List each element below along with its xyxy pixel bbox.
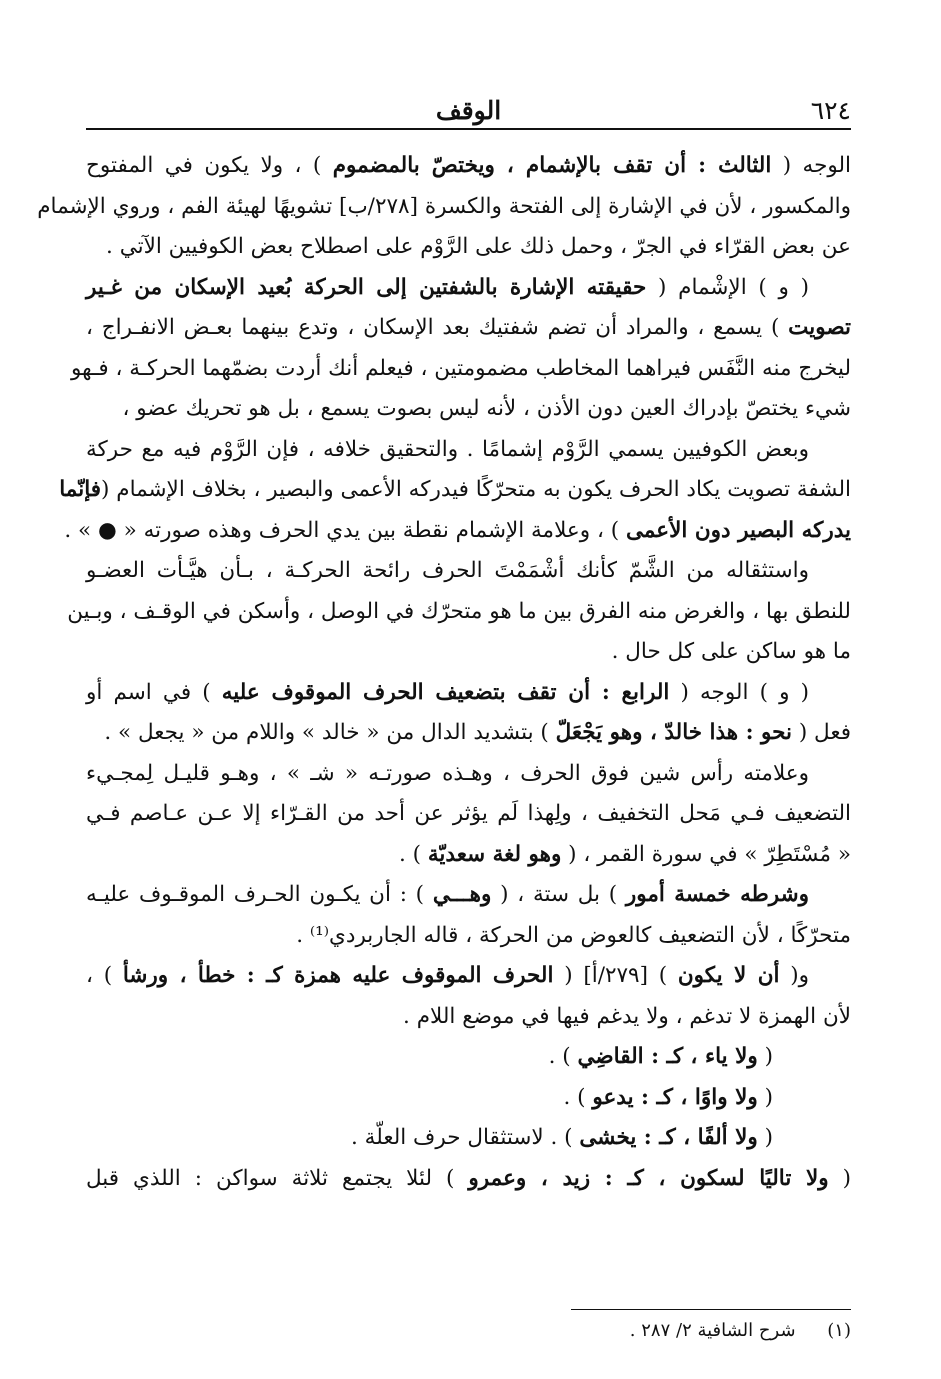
text-line (64, 511, 851, 552)
text-run: ) ، ولا يكون في المفتوح (86, 153, 333, 178)
bold-text: الحرف الموقوف عليه همزة كـ : خطأ ، ورشأ (122, 963, 554, 988)
text-run: ) ، وعلامة الإشمام نقطة بين يدي الحرف وهذه صورته « ● » . (64, 517, 626, 543)
text-line (86, 956, 851, 997)
text-run: والمكسور ، لأن في الإشارة إلى الفتحة والكسرة [٢٧٨/ب] تشويهًا لهيئة الفم ، وروي الإشمام (37, 193, 851, 219)
text-run: ( و ) الإشْمام ( (646, 274, 809, 300)
text-run: ) بل ستة ، ( (491, 882, 626, 907)
text-line (86, 1078, 851, 1119)
text-run: الوجه ( (771, 153, 852, 178)
text-line (86, 997, 851, 1038)
text-line (86, 389, 851, 430)
text-line (71, 349, 851, 390)
text-run: ( (757, 1125, 773, 1150)
text-run: عن بعض القرّاء في الجرّ ، وحمل ذلك على الرَّوْم على اصطلاح بعض الكوفيين الآتي . (106, 234, 851, 259)
text-line (86, 1159, 851, 1200)
text-line (86, 227, 851, 268)
bold-text: وشرطه خمسة أمور (625, 882, 809, 907)
bold-text: وهو لغة سعديّة (427, 841, 562, 867)
footnote-number: (١) (827, 1320, 851, 1341)
bold-text: فإنّما (59, 477, 102, 502)
text-run: ) [٢٧٩/أ] ( (553, 963, 678, 988)
page-header (86, 96, 851, 130)
text-line (86, 794, 851, 835)
text-run: « مُسْتَطِرّ » في سورة القمر ، ( (561, 841, 851, 867)
text-line (86, 1118, 851, 1159)
footnote-text: شرح الشافية ٢/ ٢٨٧ . (629, 1320, 796, 1341)
text-run: للنطق بها ، والغرض منه الفرق بين ما هو متحرّك في الوصل ، وأسكن في الوقـف ، وبـين (67, 598, 851, 624)
main-text (37, 146, 852, 1199)
text-run: ( و ) الوجه ( (669, 679, 809, 705)
text-run: ) ، (86, 963, 123, 988)
text-run: ) . (563, 1084, 593, 1110)
text-run: متحرّكًا ، لأن التضعيف كالعوض من الحركة ، قاله الجاربردي⁽¹⁾ . (296, 922, 851, 948)
bold-text: نحو : هذا خالدّ ، وهو يَجْعَلّ (555, 720, 792, 745)
text-run: التضعيف فـي مَحل التخفيف ، ولِهذا لَم يؤثر عن أحد من القـرّاء إلا عـن عـاصم فـي (86, 801, 851, 826)
bold-text: الرابع : أن تقف بتضعيف الحرف الموقوف عليه (221, 679, 670, 705)
text-line (86, 835, 851, 876)
text-run: ) . (548, 1044, 578, 1069)
text-run: واستثقاله من الشَّمّ كأنك أشْمَمْتَ الحرف رائحة الحركـة ، بـأن هيَّـأت العضـو (86, 558, 809, 583)
bold-text: ولا ياء ، كـ : القاضِي (577, 1044, 758, 1069)
text-line (86, 1037, 851, 1078)
bold-text: تصويت (788, 315, 851, 340)
text-line (86, 875, 851, 916)
text-line (86, 632, 851, 673)
bold-text: ولا تاليًا لسكون ، كـ : زيد ، وعمرو (468, 1165, 829, 1191)
text-run: ( (828, 1165, 851, 1191)
footnote-separator (571, 1309, 851, 1310)
text-run: لأن الهمزة لا تدغم ، ولا يدغم فيها في موضع اللام . (403, 1003, 851, 1029)
text-line (86, 673, 851, 714)
text-line (86, 268, 851, 309)
text-line (86, 551, 851, 592)
text-run: ليخرج منه النَّفَس فيراهما المخاطب مضمومتين ، فيعلم أنك أردت بضمّهما الحركـة ، فـهو (71, 355, 851, 381)
text-line (86, 713, 851, 754)
text-line (86, 308, 851, 349)
bold-text: وهـــي (432, 882, 492, 907)
text-line (86, 916, 851, 957)
text-run: ما هو ساكن على كل حال . (611, 639, 851, 664)
text-run: وعلامته رأس شين فوق الحرف ، وهـذه صورتـه « شـ » ، وهـو قليـل لِمجـيء (86, 760, 809, 786)
text-line (86, 146, 851, 187)
bold-text: أن لا يكون (677, 963, 780, 988)
text-run: فعل ( (792, 720, 851, 745)
page-number: ٦٢٤ (810, 96, 851, 125)
bold-text: ولا واوًا ، كـ : يدعو (592, 1084, 758, 1110)
text-run: الشفة تصويت يكاد الحرف يكون به متحرّكًا فيدركه الأعمى والبصير ، بخلاف الإشمام ( (101, 477, 851, 502)
bold-text: ولا ألفًا ، كـ : يخشى (579, 1125, 758, 1150)
text-run: شيء يختصّ بإدراك العين دون الأذن ، لأنه ليس بصوت يسمع ، بل هو تحريك عضو ، (122, 396, 851, 421)
text-run: ) في اسم أو (86, 679, 222, 705)
footnote (86, 1318, 851, 1344)
text-line (37, 187, 851, 228)
bold-text: يدركه البصير دون الأعمى (625, 517, 851, 543)
text-run: و( (779, 963, 809, 988)
text-run: ( (757, 1044, 773, 1069)
text-run: ) لئلا يجتمع ثلاثة سواكن : اللذي قبل (86, 1165, 469, 1191)
bold-text: الثالث : أن تقف بالإشمام ، ويختصّ بالمضموم (332, 153, 772, 178)
page-title: الوقف (435, 96, 502, 125)
text-line (86, 430, 851, 471)
text-run: وبعض الكوفيين يسمي الرَّوْم إشمامًا . والتحقيق خلافه ، فإن الرَّوْم فيه مع حركة (86, 436, 809, 462)
text-line (67, 592, 851, 633)
text-run: ) يسمع ، والمراد أن تضم شفتيك بعد الإسكان ، وتدع بينهما بعـض الانفـراج ، (86, 315, 789, 340)
text-run: ) بتشديد الدال من « خالد » واللام من « يجعل » . (104, 720, 556, 745)
text-run: ) . لاستثقال حرف العلّة . (351, 1125, 580, 1150)
text-line (59, 470, 851, 511)
bold-text: حقيقته الإشارة بالشفتين إلى الحركة بُعيد الإسكان من غـير (86, 274, 647, 300)
text-line (86, 754, 851, 795)
text-run: ) : أن يكـون الحـرف الموقـوف عليـه (86, 882, 433, 907)
text-run: ( (757, 1084, 773, 1110)
text-run: ) . (399, 841, 428, 867)
